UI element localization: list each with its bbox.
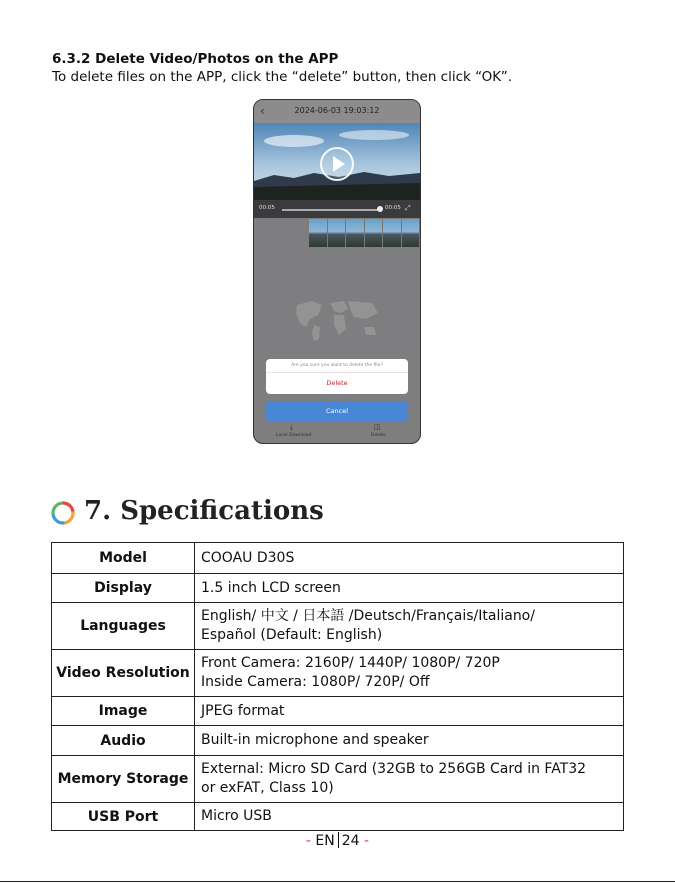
spec-value-line: JPEG format xyxy=(201,702,285,719)
spec-value-line: or exFAT, Class 10) xyxy=(201,780,334,796)
spec-value-line: External: Micro SD Card (32GB to 256GB Card in FAT32 xyxy=(201,761,587,777)
section-heading: 6.3.2 Delete Video/Photos on the APP xyxy=(52,51,339,67)
progress-track[interactable] xyxy=(282,209,378,211)
spec-value-line: Inside Camera: 1080P/ 720P/ Off xyxy=(201,674,430,690)
spec-value xyxy=(195,697,624,726)
play-icon xyxy=(333,156,345,172)
footer-language: EN xyxy=(315,833,335,849)
bottom-toolbar xyxy=(254,423,420,443)
spec-value xyxy=(195,803,624,831)
spec-value xyxy=(195,756,624,803)
table-row xyxy=(52,543,624,574)
spec-value-line: COOAU D30S xyxy=(201,549,295,566)
table-row xyxy=(52,803,624,831)
world-map-graphic xyxy=(292,295,382,345)
local-download-label[interactable]: Local Download xyxy=(276,433,312,438)
spec-value xyxy=(195,574,624,603)
spec-key: Languages xyxy=(52,603,195,650)
footer-dash-right: - xyxy=(364,833,370,849)
download-icon[interactable]: ⤓ xyxy=(290,423,294,431)
specifications-table xyxy=(51,542,624,831)
specifications-ring-icon xyxy=(50,500,76,526)
playback-controls xyxy=(254,200,420,218)
play-button[interactable] xyxy=(320,147,354,181)
total-time: 00:05 xyxy=(385,205,401,211)
page-footer xyxy=(0,832,675,849)
spec-key: USB Port xyxy=(52,803,195,831)
spec-key: Audio xyxy=(52,726,195,756)
thumbnail xyxy=(328,219,347,247)
thumbnail-strip[interactable] xyxy=(309,219,420,247)
dialog-question: Are you sure you want to delete the file? xyxy=(291,363,383,368)
table-row xyxy=(52,697,624,726)
current-time: 00:05 xyxy=(259,205,275,211)
app-screenshot xyxy=(253,99,421,444)
spec-key: Model xyxy=(52,543,195,574)
spec-key: Display xyxy=(52,574,195,603)
dialog-delete-button[interactable]: Delete xyxy=(326,379,348,387)
spec-value xyxy=(195,650,624,697)
spec-value-line: Front Camera: 2160P/ 1440P/ 1080P/ 720P xyxy=(201,655,500,671)
spec-value-line: 1.5 inch LCD screen xyxy=(201,579,341,596)
thumbnail xyxy=(309,219,328,247)
footer-dash-left: - xyxy=(305,833,311,849)
table-row xyxy=(52,650,624,697)
footer-divider xyxy=(338,832,339,848)
section-description: To delete files on the APP, click the “delete” button, then click “OK”. xyxy=(52,69,513,85)
thumbnail xyxy=(365,219,384,247)
specifications-title: 7. Specifications xyxy=(84,496,324,526)
spec-key: Video Resolution xyxy=(52,650,195,697)
video-timestamp-title: 2024-06-03 19:03:12 xyxy=(294,106,380,115)
dialog-divider xyxy=(266,372,408,373)
page-number: 24 xyxy=(341,833,360,849)
spec-value xyxy=(195,603,624,650)
app-header xyxy=(254,100,420,123)
cancel-button[interactable]: Cancel xyxy=(266,401,408,421)
page-bottom-rule xyxy=(0,881,675,882)
table-row xyxy=(52,756,624,803)
table-row xyxy=(52,603,624,650)
table-row xyxy=(52,726,624,756)
trash-icon[interactable]: ◫ xyxy=(374,423,381,431)
spec-value xyxy=(195,543,624,574)
table-row xyxy=(52,574,624,603)
spec-value xyxy=(195,726,624,756)
video-preview[interactable] xyxy=(254,123,420,200)
spec-value-line: Micro USB xyxy=(201,808,272,824)
thumbnail xyxy=(383,219,402,247)
spec-key: Image xyxy=(52,697,195,726)
progress-knob[interactable] xyxy=(377,206,383,212)
spec-value-line: Español (Default: English) xyxy=(201,627,383,643)
spec-key: Memory Storage xyxy=(52,756,195,803)
expand-icon[interactable]: ⤢ xyxy=(405,204,411,212)
spec-value-line: Built-in microphone and speaker xyxy=(201,732,429,748)
delete-confirm-dialog xyxy=(266,359,408,394)
thumbnail xyxy=(346,219,365,247)
thumbnail xyxy=(402,219,421,247)
spec-value-line: English/ 中文 / 日本語 /Deutsch/Français/Italiano/ xyxy=(201,608,535,624)
delete-tab-label[interactable]: Delete xyxy=(371,433,386,438)
back-chevron-icon[interactable]: ‹ xyxy=(260,104,265,118)
